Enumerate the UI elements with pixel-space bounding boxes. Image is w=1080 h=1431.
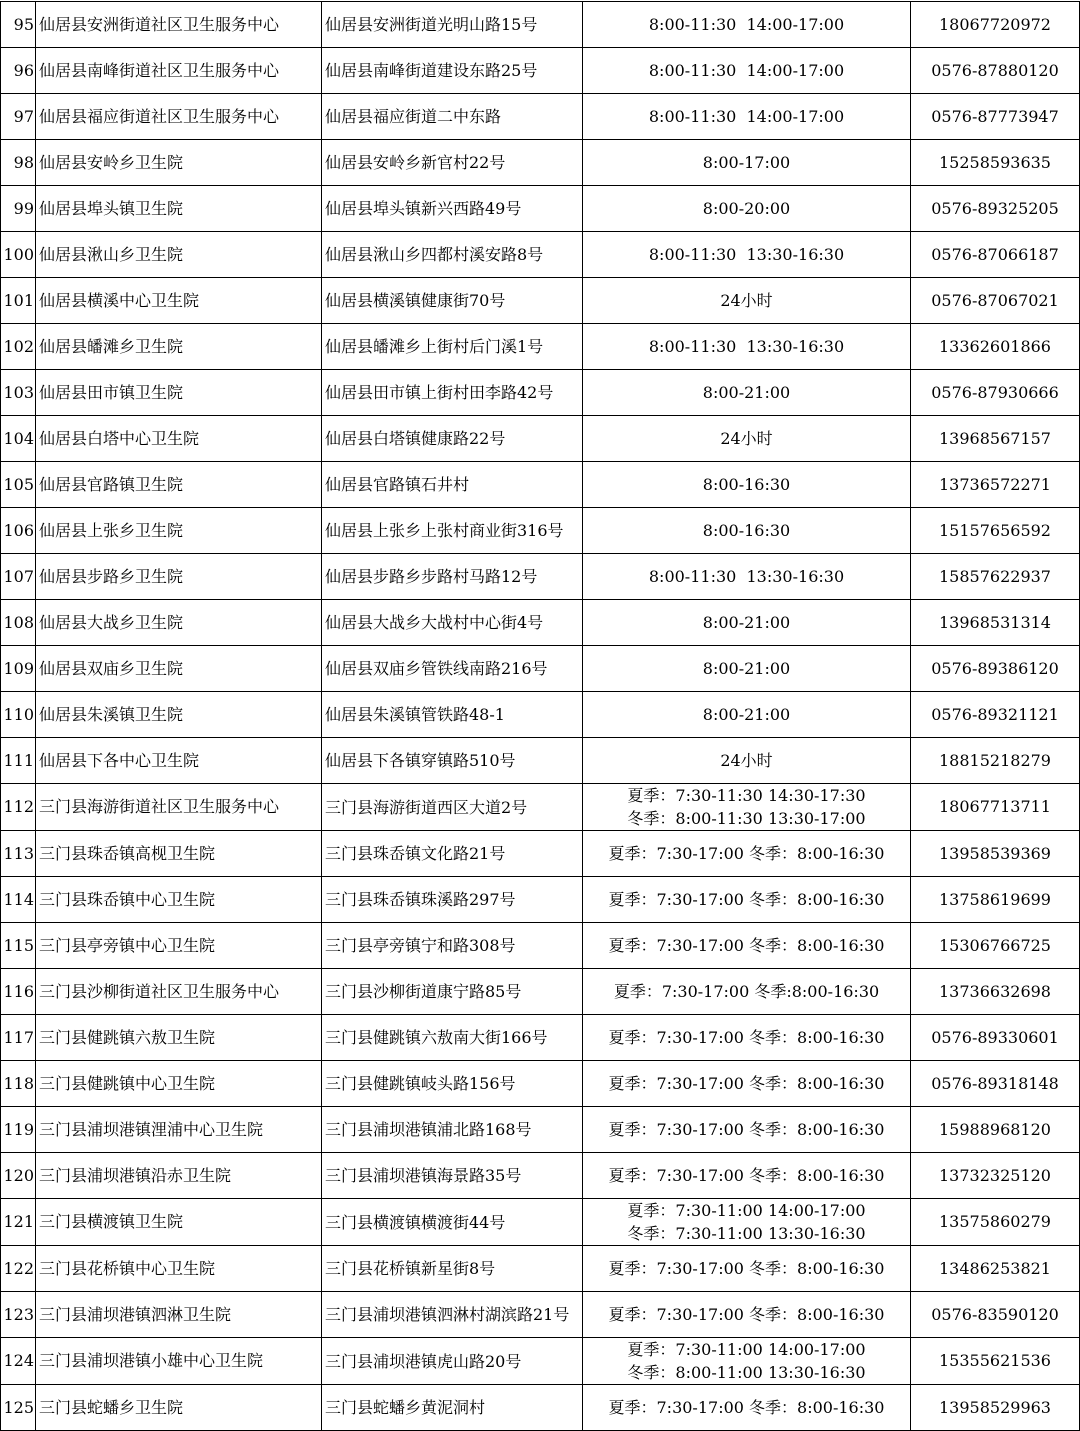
row-number: 121 <box>1 1199 36 1246</box>
table-row <box>1 831 1080 877</box>
phone-number: 13968531314 <box>911 600 1080 646</box>
facility-name: 三门县海游街道社区卫生服务中心 <box>36 784 322 831</box>
table-row <box>1 1153 1080 1199</box>
phone-number: 0576-89330601 <box>911 1015 1080 1061</box>
opening-hours: 夏季：7:30-17:00 冬季：8:00-16:30 <box>583 1246 911 1292</box>
opening-hours: 夏季：7:30-11:00 14:00-17:00 冬季：8:00-11:00 13:30-16:30 <box>583 1338 911 1385</box>
opening-hours: 8:00-11:30 13:30-16:30 <box>583 554 911 600</box>
opening-hours: 8:00-21:00 <box>583 646 911 692</box>
table-row <box>1 784 1080 831</box>
facility-name: 三门县浦坝港镇泗淋卫生院 <box>36 1292 322 1338</box>
phone-number: 0576-89325205 <box>911 186 1080 232</box>
table-row <box>1 140 1080 186</box>
table-row <box>1 462 1080 508</box>
facility-name: 仙居县官路镇卫生院 <box>36 462 322 508</box>
facility-address: 仙居县大战乡大战村中心街4号 <box>322 600 583 646</box>
facility-address: 三门县横渡镇横渡街44号 <box>322 1199 583 1246</box>
phone-number: 13958529963 <box>911 1385 1080 1431</box>
row-number: 102 <box>1 324 36 370</box>
table-row <box>1 554 1080 600</box>
table-row <box>1 923 1080 969</box>
table-row <box>1 1385 1080 1431</box>
opening-hours: 8:00-11:30 14:00-17:00 <box>583 48 911 94</box>
clinic-table-body <box>1 2 1080 1431</box>
opening-hours: 夏季：7:30-17:00 冬季：8:00-16:30 <box>583 1292 911 1338</box>
facility-address: 仙居县上张乡上张村商业街316号 <box>322 508 583 554</box>
facility-name: 仙居县田市镇卫生院 <box>36 370 322 416</box>
facility-address: 三门县海游街道西区大道2号 <box>322 784 583 831</box>
table-row <box>1 646 1080 692</box>
facility-address: 三门县健跳镇岐头路156号 <box>322 1061 583 1107</box>
table-row <box>1 416 1080 462</box>
opening-hours: 夏季：7:30-17:00 冬季：8:00-16:30 <box>583 923 911 969</box>
phone-number: 0576-87066187 <box>911 232 1080 278</box>
row-number: 112 <box>1 784 36 831</box>
facility-address: 三门县花桥镇新星街8号 <box>322 1246 583 1292</box>
row-number: 103 <box>1 370 36 416</box>
facility-address: 仙居县双庙乡管铁线南路216号 <box>322 646 583 692</box>
table-row <box>1 508 1080 554</box>
phone-number: 13732325120 <box>911 1153 1080 1199</box>
facility-address: 仙居县步路乡步路村马路12号 <box>322 554 583 600</box>
facility-address: 仙居县白塔镇健康路22号 <box>322 416 583 462</box>
opening-hours: 夏季：7:30-17:00 冬季：8:00-16:30 <box>583 1153 911 1199</box>
phone-number: 0576-89318148 <box>911 1061 1080 1107</box>
row-number: 105 <box>1 462 36 508</box>
facility-address: 三门县亭旁镇宁和路308号 <box>322 923 583 969</box>
facility-name: 三门县浦坝港镇小雄中心卫生院 <box>36 1338 322 1385</box>
facility-name: 三门县沙柳街道社区卫生服务中心 <box>36 969 322 1015</box>
facility-address: 仙居县官路镇石井村 <box>322 462 583 508</box>
opening-hours: 夏季：7:30-11:00 14:00-17:00 冬季：7:30-11:00 13:30-16:30 <box>583 1199 911 1246</box>
table-row <box>1 370 1080 416</box>
row-number: 120 <box>1 1153 36 1199</box>
table-row <box>1 232 1080 278</box>
table-row <box>1 600 1080 646</box>
row-number: 122 <box>1 1246 36 1292</box>
facility-address: 三门县健跳镇六敖南大街166号 <box>322 1015 583 1061</box>
opening-hours: 8:00-16:30 <box>583 508 911 554</box>
phone-number: 13362601866 <box>911 324 1080 370</box>
row-number: 106 <box>1 508 36 554</box>
row-number: 115 <box>1 923 36 969</box>
facility-address: 三门县沙柳街道康宁路85号 <box>322 969 583 1015</box>
facility-name: 仙居县安洲街道社区卫生服务中心 <box>36 2 322 48</box>
opening-hours: 8:00-11:30 13:30-16:30 <box>583 324 911 370</box>
phone-number: 13758619699 <box>911 877 1080 923</box>
row-number: 96 <box>1 48 36 94</box>
table-row <box>1 1107 1080 1153</box>
facility-name: 仙居县上张乡卫生院 <box>36 508 322 554</box>
row-number: 124 <box>1 1338 36 1385</box>
facility-name: 仙居县步路乡卫生院 <box>36 554 322 600</box>
phone-number: 13736632698 <box>911 969 1080 1015</box>
opening-hours: 夏季：7:30-17:00 冬季:8:00-16:30 <box>583 969 911 1015</box>
facility-name: 三门县亭旁镇中心卫生院 <box>36 923 322 969</box>
table-row <box>1 1246 1080 1292</box>
facility-address: 仙居县朱溪镇管铁路48-1 <box>322 692 583 738</box>
facility-name: 仙居县安岭乡卫生院 <box>36 140 322 186</box>
phone-number: 15157656592 <box>911 508 1080 554</box>
phone-number: 0576-87930666 <box>911 370 1080 416</box>
row-number: 111 <box>1 738 36 784</box>
facility-name: 三门县浦坝港镇沿赤卫生院 <box>36 1153 322 1199</box>
opening-hours: 24小时 <box>583 278 911 324</box>
table-row <box>1 1292 1080 1338</box>
facility-name: 仙居县白塔中心卫生院 <box>36 416 322 462</box>
phone-number: 13575860279 <box>911 1199 1080 1246</box>
table-row <box>1 1061 1080 1107</box>
opening-hours: 8:00-11:30 14:00-17:00 <box>583 2 911 48</box>
phone-number: 0576-87067021 <box>911 278 1080 324</box>
facility-address: 仙居县下各镇穿镇路510号 <box>322 738 583 784</box>
phone-number: 15857622937 <box>911 554 1080 600</box>
table-row <box>1 969 1080 1015</box>
facility-name: 三门县浦坝港镇浬浦中心卫生院 <box>36 1107 322 1153</box>
opening-hours: 8:00-21:00 <box>583 600 911 646</box>
opening-hours: 8:00-20:00 <box>583 186 911 232</box>
facility-name: 仙居县大战乡卫生院 <box>36 600 322 646</box>
facility-address: 仙居县横溪镇健康街70号 <box>322 278 583 324</box>
facility-name: 三门县珠岙镇高枧卫生院 <box>36 831 322 877</box>
row-number: 97 <box>1 94 36 140</box>
phone-number: 15988968120 <box>911 1107 1080 1153</box>
table-row <box>1 877 1080 923</box>
facility-address: 仙居县南峰街道建设东路25号 <box>322 48 583 94</box>
phone-number: 0576-87773947 <box>911 94 1080 140</box>
facility-address: 仙居县湫山乡四都村溪安路8号 <box>322 232 583 278</box>
facility-name: 仙居县横溪中心卫生院 <box>36 278 322 324</box>
opening-hours: 24小时 <box>583 738 911 784</box>
facility-name: 仙居县埠头镇卫生院 <box>36 186 322 232</box>
phone-number: 13958539369 <box>911 831 1080 877</box>
facility-address: 仙居县皤滩乡上街村后门溪1号 <box>322 324 583 370</box>
facility-address: 仙居县安岭乡新官村22号 <box>322 140 583 186</box>
row-number: 99 <box>1 186 36 232</box>
opening-hours: 夏季：7:30-17:00 冬季：8:00-16:30 <box>583 1015 911 1061</box>
opening-hours: 8:00-21:00 <box>583 370 911 416</box>
facility-name: 三门县花桥镇中心卫生院 <box>36 1246 322 1292</box>
phone-number: 15355621536 <box>911 1338 1080 1385</box>
facility-name: 三门县健跳镇六敖卫生院 <box>36 1015 322 1061</box>
opening-hours: 夏季：7:30-17:00 冬季：8:00-16:30 <box>583 831 911 877</box>
row-number: 107 <box>1 554 36 600</box>
row-number: 108 <box>1 600 36 646</box>
facility-name: 仙居县皤滩乡卫生院 <box>36 324 322 370</box>
phone-number: 0576-83590120 <box>911 1292 1080 1338</box>
table-row <box>1 2 1080 48</box>
phone-number: 18067713711 <box>911 784 1080 831</box>
row-number: 117 <box>1 1015 36 1061</box>
table-row <box>1 1338 1080 1385</box>
row-number: 119 <box>1 1107 36 1153</box>
facility-name: 仙居县下各中心卫生院 <box>36 738 322 784</box>
facility-address: 三门县浦坝港镇浦北路168号 <box>322 1107 583 1153</box>
row-number: 123 <box>1 1292 36 1338</box>
opening-hours: 夏季：7:30-17:00 冬季：8:00-16:30 <box>583 1385 911 1431</box>
facility-address: 三门县珠岙镇珠溪路297号 <box>322 877 583 923</box>
row-number: 125 <box>1 1385 36 1431</box>
opening-hours: 夏季：7:30-11:30 14:30-17:30 冬季：8:00-11:30 13:30-17:00 <box>583 784 911 831</box>
facility-name: 三门县蛇蟠乡卫生院 <box>36 1385 322 1431</box>
facility-address: 三门县浦坝港镇海景路35号 <box>322 1153 583 1199</box>
opening-hours: 24小时 <box>583 416 911 462</box>
table-row <box>1 48 1080 94</box>
phone-number: 13736572271 <box>911 462 1080 508</box>
row-number: 110 <box>1 692 36 738</box>
table-row <box>1 738 1080 784</box>
facility-name: 仙居县福应街道社区卫生服务中心 <box>36 94 322 140</box>
row-number: 113 <box>1 831 36 877</box>
table-row <box>1 692 1080 738</box>
phone-number: 15306766725 <box>911 923 1080 969</box>
opening-hours: 8:00-11:30 13:30-16:30 <box>583 232 911 278</box>
phone-number: 18815218279 <box>911 738 1080 784</box>
row-number: 114 <box>1 877 36 923</box>
row-number: 104 <box>1 416 36 462</box>
table-row <box>1 324 1080 370</box>
row-number: 95 <box>1 2 36 48</box>
row-number: 101 <box>1 278 36 324</box>
phone-number: 0576-89321121 <box>911 692 1080 738</box>
table-row <box>1 1199 1080 1246</box>
phone-number: 0576-89386120 <box>911 646 1080 692</box>
table-row <box>1 186 1080 232</box>
facility-name: 三门县横渡镇卫生院 <box>36 1199 322 1246</box>
phone-number: 13968567157 <box>911 416 1080 462</box>
facility-address: 三门县浦坝港镇泗淋村湖滨路21号 <box>322 1292 583 1338</box>
opening-hours: 8:00-11:30 14:00-17:00 <box>583 94 911 140</box>
facility-name: 仙居县双庙乡卫生院 <box>36 646 322 692</box>
row-number: 116 <box>1 969 36 1015</box>
phone-number: 18067720972 <box>911 2 1080 48</box>
facility-address: 仙居县福应街道二中东路 <box>322 94 583 140</box>
row-number: 118 <box>1 1061 36 1107</box>
facility-name: 仙居县朱溪镇卫生院 <box>36 692 322 738</box>
phone-number: 13486253821 <box>911 1246 1080 1292</box>
facility-address: 仙居县田市镇上街村田李路42号 <box>322 370 583 416</box>
facility-address: 仙居县安洲街道光明山路15号 <box>322 2 583 48</box>
facility-name: 三门县珠岙镇中心卫生院 <box>36 877 322 923</box>
table-row <box>1 1015 1080 1061</box>
phone-number: 0576-87880120 <box>911 48 1080 94</box>
table-row <box>1 278 1080 324</box>
row-number: 100 <box>1 232 36 278</box>
facility-name: 三门县健跳镇中心卫生院 <box>36 1061 322 1107</box>
clinic-table <box>0 1 1080 1431</box>
opening-hours: 8:00-17:00 <box>583 140 911 186</box>
opening-hours: 夏季：7:30-17:00 冬季：8:00-16:30 <box>583 1061 911 1107</box>
phone-number: 15258593635 <box>911 140 1080 186</box>
facility-address: 三门县珠岙镇文化路21号 <box>322 831 583 877</box>
opening-hours: 8:00-21:00 <box>583 692 911 738</box>
facility-address: 三门县浦坝港镇虎山路20号 <box>322 1338 583 1385</box>
row-number: 98 <box>1 140 36 186</box>
table-row <box>1 94 1080 140</box>
facility-address: 三门县蛇蟠乡黄泥洞村 <box>322 1385 583 1431</box>
row-number: 109 <box>1 646 36 692</box>
facility-name: 仙居县南峰街道社区卫生服务中心 <box>36 48 322 94</box>
opening-hours: 夏季：7:30-17:00 冬季：8:00-16:30 <box>583 1107 911 1153</box>
facility-address: 仙居县埠头镇新兴西路49号 <box>322 186 583 232</box>
opening-hours: 夏季：7:30-17:00 冬季：8:00-16:30 <box>583 877 911 923</box>
opening-hours: 8:00-16:30 <box>583 462 911 508</box>
facility-name: 仙居县湫山乡卫生院 <box>36 232 322 278</box>
